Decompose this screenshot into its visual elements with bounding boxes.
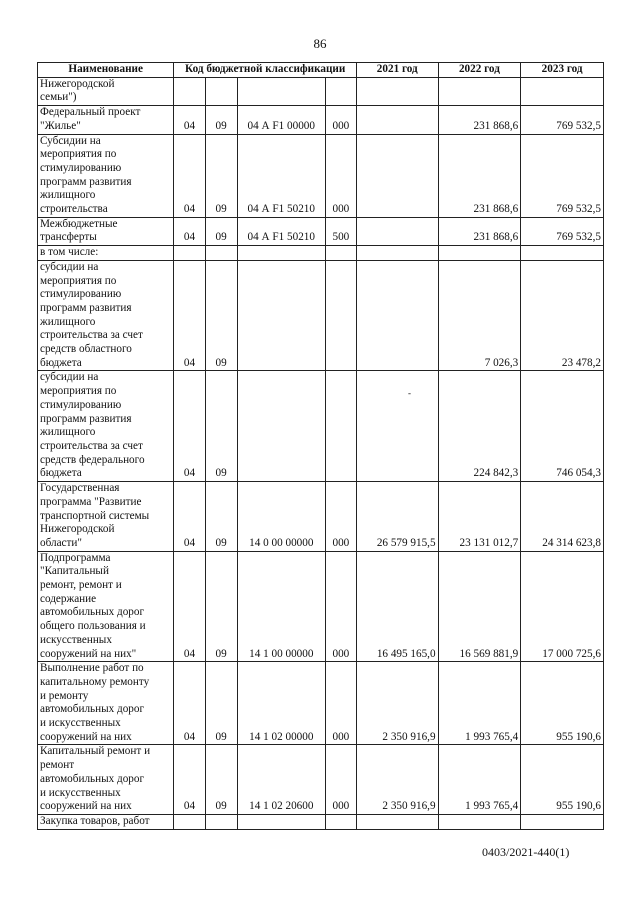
cell-name-text: в том числе: bbox=[40, 246, 99, 259]
cell-expense-type-text: 500 bbox=[332, 231, 350, 244]
cell-target-article-text: 14 1 02 20600 bbox=[249, 800, 314, 813]
cell-expense-type-text: 000 bbox=[332, 536, 350, 549]
cell-target-article-text: 04 А F1 50210 bbox=[247, 231, 315, 244]
cell-2023-text: 746 054,3 bbox=[556, 467, 601, 480]
cell-section bbox=[174, 246, 205, 261]
header-name: Наименование bbox=[38, 63, 174, 78]
cell-section-text: 04 bbox=[183, 536, 196, 549]
cell-name bbox=[38, 77, 174, 105]
cell-2022-text: 7 026,3 bbox=[484, 356, 519, 369]
cell-2022 bbox=[438, 106, 521, 134]
cell-target-article bbox=[237, 217, 325, 245]
cell-2022-text: 231 868,6 bbox=[473, 231, 519, 244]
cell-subsection bbox=[205, 246, 237, 261]
cell-2022-text: 231 868,6 bbox=[473, 119, 519, 132]
cell-section bbox=[174, 217, 205, 245]
cell-2021 bbox=[356, 551, 438, 662]
cell-expense-type bbox=[325, 246, 356, 261]
cell-section-text: 04 bbox=[183, 203, 196, 216]
cell-name bbox=[38, 246, 174, 261]
header-2022: 2022 год bbox=[438, 63, 521, 78]
cell-2023 bbox=[521, 551, 604, 662]
cell-2021 bbox=[356, 246, 438, 261]
cell-target-article-text: 14 1 02 00000 bbox=[249, 730, 314, 743]
cell-target-article bbox=[237, 106, 325, 134]
table-row bbox=[38, 371, 604, 482]
cell-2023 bbox=[521, 106, 604, 134]
cell-expense-type bbox=[325, 77, 356, 105]
cell-2022 bbox=[438, 551, 521, 662]
cell-section bbox=[174, 482, 205, 552]
cell-subsection-text: 09 bbox=[215, 467, 227, 480]
cell-2022 bbox=[438, 482, 521, 552]
header-budget-code: Код бюджетной классификации bbox=[174, 63, 357, 78]
cell-section-text: 04 bbox=[183, 647, 196, 660]
table-row bbox=[38, 217, 604, 245]
cell-subsection-text: 09 bbox=[215, 647, 227, 660]
cell-2021 bbox=[356, 106, 438, 134]
cell-section bbox=[174, 260, 205, 371]
cell-2022-text: 23 131 012,7 bbox=[459, 536, 519, 549]
cell-name-text: субсидии на мероприятия по стимулированию программ развития жилищного строительства за счет средств федерального бюджета bbox=[40, 371, 145, 480]
cell-section bbox=[174, 662, 205, 745]
cell-section bbox=[174, 745, 205, 815]
cell-name bbox=[38, 814, 174, 829]
table-row bbox=[38, 246, 604, 261]
table-row bbox=[38, 260, 604, 371]
cell-subsection bbox=[205, 134, 237, 217]
cell-2023-text: 23 478,2 bbox=[561, 356, 601, 369]
cell-target-article bbox=[237, 662, 325, 745]
table-row bbox=[38, 662, 604, 745]
cell-section bbox=[174, 371, 205, 482]
cell-expense-type bbox=[325, 106, 356, 134]
cell-2023 bbox=[521, 814, 604, 829]
cell-section-text: 04 bbox=[183, 800, 196, 813]
cell-subsection-text: 09 bbox=[215, 231, 227, 244]
cell-name bbox=[38, 134, 174, 217]
table-row bbox=[38, 134, 604, 217]
cell-section bbox=[174, 134, 205, 217]
cell-section-text: 04 bbox=[183, 356, 196, 369]
cell-2021 bbox=[356, 745, 438, 815]
page-number: 86 bbox=[313, 36, 327, 51]
cell-name bbox=[38, 551, 174, 662]
cell-target-article bbox=[237, 134, 325, 217]
cell-name bbox=[38, 662, 174, 745]
cell-expense-type bbox=[325, 551, 356, 662]
cell-subsection bbox=[205, 260, 237, 371]
cell-expense-type bbox=[325, 814, 356, 829]
cell-target-article-text: 14 1 00 00000 bbox=[249, 647, 314, 660]
cell-name bbox=[38, 371, 174, 482]
cell-2021 bbox=[356, 814, 438, 829]
cell-section-text: 04 bbox=[183, 231, 196, 244]
cell-expense-type bbox=[325, 371, 356, 482]
cell-2021 bbox=[356, 482, 438, 552]
cell-2023 bbox=[521, 134, 604, 217]
cell-target-article bbox=[237, 551, 325, 662]
cell-subsection-text: 09 bbox=[215, 119, 227, 132]
table-row bbox=[38, 745, 604, 815]
cell-name bbox=[38, 106, 174, 134]
cell-2023 bbox=[521, 371, 604, 482]
cell-2023 bbox=[521, 662, 604, 745]
cell-expense-type-text: 000 bbox=[332, 119, 350, 132]
cell-2021-text: 16 495 165,0 bbox=[376, 647, 436, 660]
cell-name bbox=[38, 217, 174, 245]
cell-subsection-text: 09 bbox=[215, 203, 227, 216]
table-row bbox=[38, 551, 604, 662]
cell-subsection bbox=[205, 77, 237, 105]
cell-section bbox=[174, 551, 205, 662]
cell-subsection bbox=[205, 745, 237, 815]
header-row bbox=[38, 63, 604, 78]
cell-2023-text: 769 532,5 bbox=[556, 119, 601, 132]
cell-name-text: Субсидии на мероприятия по стимулированию программ развития жилищного строительства bbox=[40, 134, 132, 216]
cell-name-text: Закупка товаров, работ bbox=[40, 814, 150, 827]
cell-2021 bbox=[356, 371, 438, 482]
cell-name-text: Выполнение работ по капитальному ремонту и ремонту автомобильных дорог и искусственных сооружений на них bbox=[40, 662, 150, 743]
cell-target-article-text: 14 0 00 00000 bbox=[249, 536, 314, 549]
cell-name-text: Капитальный ремонт и ремонт автомобильных дорог и искусственных сооружений на них bbox=[40, 745, 151, 813]
cell-name-text: субсидии на мероприятия по стимулированию программ развития жилищного строительства за счет средств областного бюджета bbox=[40, 260, 143, 369]
cell-subsection-text: 09 bbox=[215, 536, 227, 549]
cell-2023 bbox=[521, 246, 604, 261]
cell-subsection bbox=[205, 106, 237, 134]
cell-2022-text: 1 993 765,4 bbox=[465, 800, 519, 813]
cell-target-article bbox=[237, 260, 325, 371]
header-2023: 2023 год bbox=[521, 63, 604, 78]
cell-2022-text: 231 868,6 bbox=[473, 203, 519, 216]
cell-2023-text: 955 190,6 bbox=[556, 730, 601, 743]
cell-2021 bbox=[356, 134, 438, 217]
cell-2021-text: 2 350 916,9 bbox=[382, 800, 436, 813]
stray-mark: - bbox=[408, 388, 411, 398]
table-row bbox=[38, 106, 604, 134]
cell-target-article bbox=[237, 77, 325, 105]
cell-2021-text: 26 579 915,5 bbox=[376, 536, 436, 549]
cell-2022-text: 224 842,3 bbox=[473, 467, 519, 480]
cell-target-article bbox=[237, 246, 325, 261]
cell-subsection bbox=[205, 662, 237, 745]
cell-2022 bbox=[438, 217, 521, 245]
cell-section-text: 04 bbox=[183, 467, 196, 480]
cell-2023 bbox=[521, 745, 604, 815]
cell-target-article bbox=[237, 745, 325, 815]
cell-2023 bbox=[521, 260, 604, 371]
cell-2022-text: 16 569 881,9 bbox=[459, 647, 519, 660]
header-2021: 2021 год bbox=[356, 63, 438, 78]
cell-2022 bbox=[438, 662, 521, 745]
cell-2022 bbox=[438, 260, 521, 371]
cell-2021 bbox=[356, 260, 438, 371]
cell-expense-type bbox=[325, 134, 356, 217]
cell-section-text: 04 bbox=[183, 119, 196, 132]
cell-expense-type-text: 000 bbox=[332, 800, 350, 813]
cell-2022-text: 1 993 765,4 bbox=[465, 730, 519, 743]
cell-target-article-text: 04 А F1 50210 bbox=[247, 203, 315, 216]
cell-2022 bbox=[438, 745, 521, 815]
cell-expense-type bbox=[325, 482, 356, 552]
cell-section bbox=[174, 814, 205, 829]
cell-2021 bbox=[356, 77, 438, 105]
cell-expense-type bbox=[325, 662, 356, 745]
cell-expense-type-text: 000 bbox=[332, 647, 350, 660]
cell-name bbox=[38, 482, 174, 552]
cell-name-text: Федеральный проект "Жилье" bbox=[40, 106, 141, 132]
cell-name-text: Подпрограмма "Капитальный ремонт, ремонт и содержание автомобильных дорог общего пользования и искусственных сооружений на них" bbox=[40, 551, 146, 660]
cell-2023-text: 769 532,5 bbox=[556, 203, 601, 216]
cell-expense-type-text: 000 bbox=[332, 730, 350, 743]
cell-2023-text: 769 532,5 bbox=[556, 231, 601, 244]
cell-2022 bbox=[438, 246, 521, 261]
cell-subsection-text: 09 bbox=[215, 730, 227, 743]
cell-expense-type bbox=[325, 745, 356, 815]
cell-name-text: Нижегородской семьи") bbox=[40, 77, 115, 104]
cell-name bbox=[38, 260, 174, 371]
cell-subsection-text: 09 bbox=[215, 800, 227, 813]
cell-expense-type bbox=[325, 260, 356, 371]
table-row bbox=[38, 77, 604, 105]
cell-2023 bbox=[521, 217, 604, 245]
cell-name-text: Межбюджетные трансферты bbox=[40, 217, 118, 244]
cell-2023-text: 24 314 623,8 bbox=[542, 536, 601, 549]
table-body bbox=[38, 77, 604, 829]
cell-section bbox=[174, 77, 205, 105]
cell-2022 bbox=[438, 814, 521, 829]
cell-2022 bbox=[438, 371, 521, 482]
cell-subsection bbox=[205, 217, 237, 245]
cell-2023-text: 17 000 725,6 bbox=[542, 647, 601, 660]
cell-subsection bbox=[205, 482, 237, 552]
cell-expense-type bbox=[325, 217, 356, 245]
table-row bbox=[38, 482, 604, 552]
cell-2022 bbox=[438, 77, 521, 105]
table-row bbox=[38, 814, 604, 829]
cell-name-text: Государственная программа "Развитие транспортной системы Нижегородской области" bbox=[40, 482, 150, 549]
cell-2021-text: 2 350 916,9 bbox=[382, 730, 436, 743]
cell-2023-text: 955 190,6 bbox=[556, 800, 601, 813]
cell-subsection bbox=[205, 551, 237, 662]
cell-section-text: 04 bbox=[183, 730, 196, 743]
cell-subsection bbox=[205, 371, 237, 482]
cell-2023 bbox=[521, 77, 604, 105]
cell-2022 bbox=[438, 134, 521, 217]
cell-target-article bbox=[237, 482, 325, 552]
cell-2021 bbox=[356, 662, 438, 745]
cell-target-article-text: 04 А F1 00000 bbox=[247, 119, 315, 132]
document-code: 0403/2021-440(1) bbox=[482, 845, 570, 859]
cell-2021 bbox=[356, 217, 438, 245]
cell-expense-type-text: 000 bbox=[332, 203, 350, 216]
cell-section bbox=[174, 106, 205, 134]
cell-target-article bbox=[237, 814, 325, 829]
cell-target-article bbox=[237, 371, 325, 482]
budget-table bbox=[37, 62, 604, 830]
cell-name bbox=[38, 745, 174, 815]
cell-2023 bbox=[521, 482, 604, 552]
cell-subsection-text: 09 bbox=[215, 356, 227, 369]
cell-subsection bbox=[205, 814, 237, 829]
